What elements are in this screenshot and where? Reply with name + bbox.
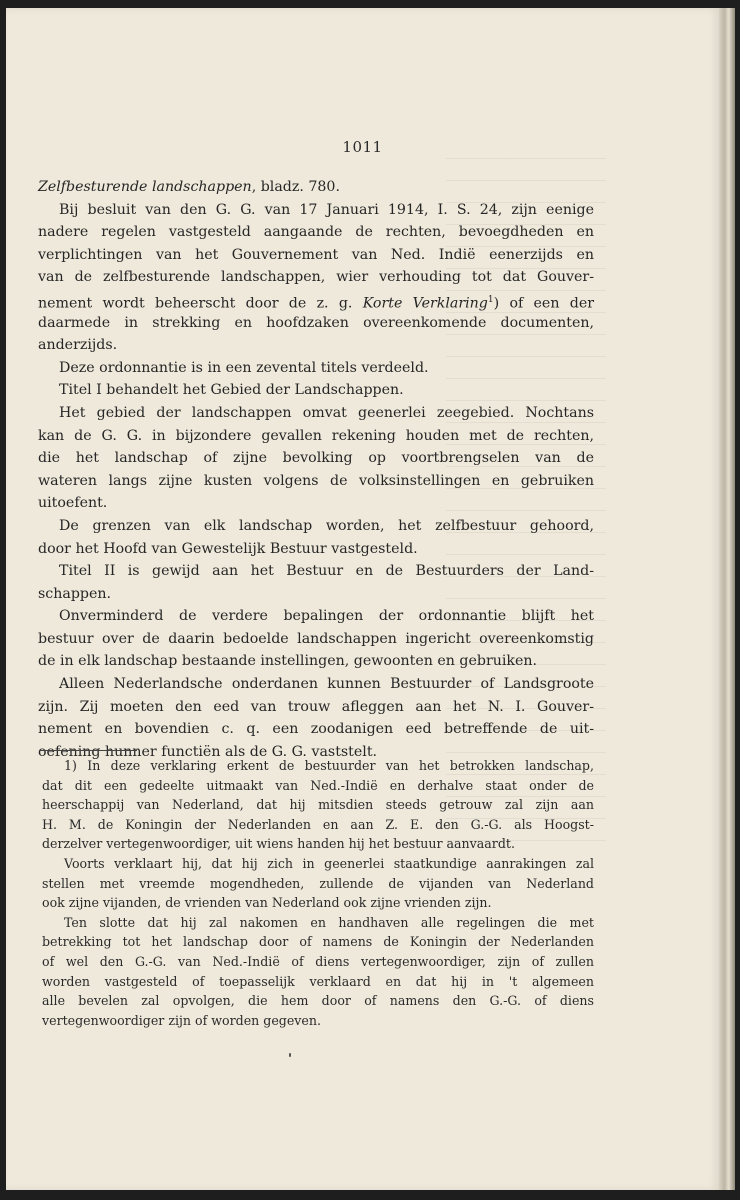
footnote-marker: 1 [487, 294, 494, 305]
footnote-line-text: dat dit een gedeelte uitmaakt van Ned.-Indië en derhalve staat onder de [42, 777, 594, 793]
body-line-text: bestuur over de daarin bedoelde landschappen ingericht overeenkomstig [38, 630, 594, 647]
korte-verklaring-term: Korte Verklaring [362, 295, 488, 312]
body-line [38, 199, 594, 222]
body-line-text: zijn. Zij moeten den eed van trouw afleggen aan het N. I. Gouver- [38, 698, 594, 715]
body-line-text: anderzijds. [38, 337, 118, 354]
footnote-line [42, 972, 594, 992]
footnote-line-text: derzelver vertegenwoordiger, uit wiens handen hij het bestuur aanvaardt. [42, 836, 515, 852]
body-text [38, 176, 594, 763]
body-line [38, 402, 594, 425]
body-line-text: Deze ordonnantie is in een zevental titels verdeeld. [59, 359, 429, 376]
heading-italic: Zelfbesturende landschappen [38, 179, 252, 195]
body-paragraphs [38, 199, 594, 764]
body-line [38, 289, 594, 312]
body-line [38, 447, 594, 470]
body-line-text: Alleen Nederlandsche onderdanen kunnen Bestuurder of Landsgroote [59, 676, 594, 693]
body-line-text: van de zelfbesturende landschappen, wier verhouding tot dat Gouver- [38, 269, 594, 286]
heading-line [38, 176, 594, 199]
body-line-text: Het gebied der landschappen omvat geenerlei zeegebied. Nochtans [59, 404, 594, 421]
footnote-line-text: worden vastgesteld of toepasselijk verklaard en dat hij in 't algemeen [42, 973, 594, 989]
body-line [38, 515, 594, 538]
footnote-line-text: betrekking tot het landschap door of namens de Koningin der Nederlanden [42, 934, 594, 950]
body-line-text: schappen. [38, 585, 112, 602]
body-line-text: de in elk landschap bestaande instellingen, gewoonten en gebruiken. [38, 653, 538, 670]
footnote-line-text: Ten slotte dat hij zal nakomen en handhaven alle regelingen die met [64, 914, 594, 930]
footnote-line [42, 815, 594, 835]
heading-rest: , bladz. 780. [251, 179, 340, 195]
paper-speck [289, 1053, 291, 1057]
body-line-text: daarmede in strekking en hoofdzaken overeenkomende documenten, [38, 314, 594, 331]
footnote-line-text: of wel den G.-G. van Ned.-Indië of diens vertegenwoordiger, zijn of zullen [42, 953, 594, 969]
body-line [38, 379, 594, 402]
body-line-text: door het Hoofd van Gewestelijk Bestuur vastgesteld. [38, 540, 418, 557]
footnote-line-text: heerschappij van Nederland, dat hij mitsdien steeds getrouw zal zijn aan [42, 797, 594, 813]
body-line [38, 334, 594, 357]
footnote-line [42, 756, 594, 776]
body-line [38, 357, 594, 380]
body-line [38, 266, 594, 289]
body-line-text: Titel I behandelt het Gebied der Landschappen. [59, 382, 404, 399]
footnote-line-text: vertegenwoordiger zijn of worden gegeven. [42, 1012, 321, 1028]
body-line [38, 312, 594, 335]
document-page [6, 8, 719, 1190]
body-line-text: nadere regelen vastgesteld aangaande de rechten, bevoegdheden en [38, 224, 594, 241]
footnote-line-text: alle bevelen zal opvolgen, die hem door of namens den G.-G. of diens [42, 993, 594, 1009]
footnotes [42, 756, 594, 1030]
footnote-line-text: ook zijne vijanden, de vrienden van Nederland ook zijne vrienden zijn. [42, 895, 492, 911]
body-line-text: Bij besluit van den G. G. van 17 Januari 1914, I. S. 24, zijn eenige [59, 201, 594, 218]
footnote-line [42, 854, 594, 874]
footnote-line [42, 874, 594, 894]
footnote-line [42, 1011, 594, 1031]
page-edge [719, 8, 735, 1190]
body-line [38, 718, 594, 741]
body-line-text: Titel II is gewijd aan het Bestuur en de Bestuurders der Land- [59, 563, 594, 580]
footnote-divider [39, 750, 137, 751]
body-line-text: die het landschap of zijne bevolking op voortbrengselen van de [38, 450, 594, 467]
body-line [38, 538, 594, 561]
footnote-line [42, 991, 594, 1011]
body-line-text: uitoefent. [38, 495, 108, 512]
footnote-line-text: stellen met vreemde mogendheden, zullende de vijanden van Nederland [42, 875, 594, 891]
footnote-line [42, 795, 594, 815]
korte-verklaring-after: ) of een der [493, 295, 595, 312]
body-line [38, 560, 594, 583]
body-line-text: verplichtingen van het Gouvernement van Ned. Indië eenerzijds en [38, 246, 594, 263]
body-line [38, 628, 594, 651]
footnote-line [42, 932, 594, 952]
body-line [38, 244, 594, 267]
body-line-text: nement en bovendien c. q. een zoodanigen eed betreffende de uit- [38, 721, 594, 738]
body-line-text: De grenzen van elk landschap worden, het zelfbestuur gehoord, [59, 517, 594, 534]
body-line-text: nement wordt beheerscht door de z. g. [38, 295, 363, 312]
body-line [38, 425, 594, 448]
body-line [38, 583, 594, 606]
body-line [38, 673, 594, 696]
body-line-text: Onverminderd de verdere bepalingen der ordonnantie blijft het [59, 608, 594, 625]
page-number: 1011 [342, 138, 383, 156]
body-line-text: oefening hunner functiën als de G. G. vaststelt. [38, 743, 378, 760]
footnote-line [42, 952, 594, 972]
footnote-line-text: H. M. de Koningin der Nederlanden en aan Z. E. den G.-G. als Hoogst- [42, 816, 594, 832]
body-line [38, 221, 594, 244]
footnote-line [42, 834, 594, 854]
body-line [38, 605, 594, 628]
footnote-line [42, 893, 594, 913]
body-line-text: wateren langs zijne kusten volgens de volksinstellingen en gebruiken [38, 472, 594, 489]
body-line [38, 650, 594, 673]
body-line [38, 470, 594, 493]
footnote-line [42, 776, 594, 796]
body-line [38, 492, 594, 515]
footnote-line-text: Voorts verklaart hij, dat hij zich in geenerlei staatkundige aanrakingen zal [64, 855, 594, 871]
footnote-line [42, 913, 594, 933]
body-line [38, 696, 594, 719]
footnote-line-text: 1) In deze verklaring erkent de bestuurder van het betrokken landschap, [64, 758, 594, 773]
body-line-text: kan de G. G. in bijzondere gevallen rekening houden met de rechten, [38, 427, 594, 444]
